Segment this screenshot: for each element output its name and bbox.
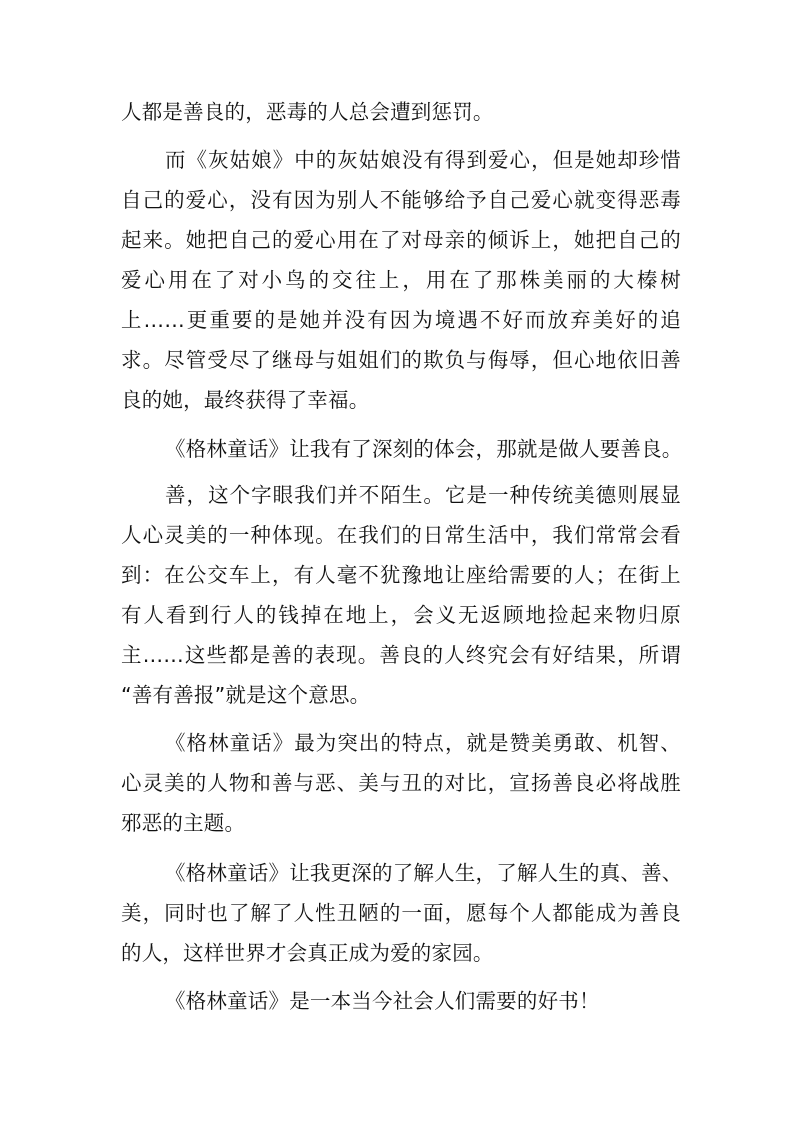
text-line: “善有善报”就是这个意思。 [121, 683, 371, 707]
text-line: 到：在公交车上，有人毫不犹豫地让座给需要的人；在街上 [121, 563, 681, 587]
text-line: 爱心用在了对小鸟的交往上，用在了那株美丽的大榛树 [121, 268, 681, 292]
text-line: 有人看到行人的钱掉在地上，会义无返顾地捡起来物归原 [121, 603, 681, 627]
text-line: 人都是善良的，恶毒的人总会遭到惩罚。 [121, 100, 494, 124]
text-line: 主……这些都是善的表现。善良的人终究会有好结果，所谓 [121, 643, 681, 667]
text-line: 起来。她把自己的爱心用在了对母亲的倾诉上，她把自己的 [121, 228, 681, 252]
text-line: 邪恶的主题。 [121, 811, 246, 835]
text-line: 人心灵美的一种体现。在我们的日常生活中，我们常常会看 [121, 523, 681, 547]
text-line: 心灵美的人物和善与恶、美与丑的对比，宣扬善良必将战胜 [121, 771, 681, 795]
paragraph-start-line: 《格林童话》让我更深的了解人生，了解人生的真、善、 [165, 861, 683, 885]
text-line: 自己的爱心，没有因为别人不能够给予自己爱心就变得恶毒 [121, 188, 681, 212]
text-line: 上……更重要的是她并没有因为境遇不好而放弃美好的追 [121, 308, 681, 332]
paragraph-start-line: 《格林童话》最为突出的特点，就是赞美勇敢、机智、 [165, 731, 681, 755]
text-line: 良的她，最终获得了幸福。 [121, 388, 370, 412]
paragraph-start-line: 善，这个字眼我们并不陌生。它是一种传统美德则展显 [165, 483, 681, 507]
text-line: 求。尽管受尽了继母与姐姐们的欺负与侮辱，但心地依旧善 [121, 348, 681, 372]
paragraph-start-line: 《格林童话》是一本当今社会人们需要的好书！ [165, 989, 600, 1013]
paragraph-start-line: 《格林童话》让我有了深刻的体会，那就是做人要善良。 [165, 437, 683, 461]
text-line: 美，同时也了解了人性丑陋的一面，愿每个人都能成为善良 [121, 901, 681, 925]
paragraph-start-line: 而《灰姑娘》中的灰姑娘没有得到爱心，但是她却珍惜 [165, 148, 681, 172]
text-line: 的人，这样世界才会真正成为爱的家园。 [121, 941, 494, 965]
